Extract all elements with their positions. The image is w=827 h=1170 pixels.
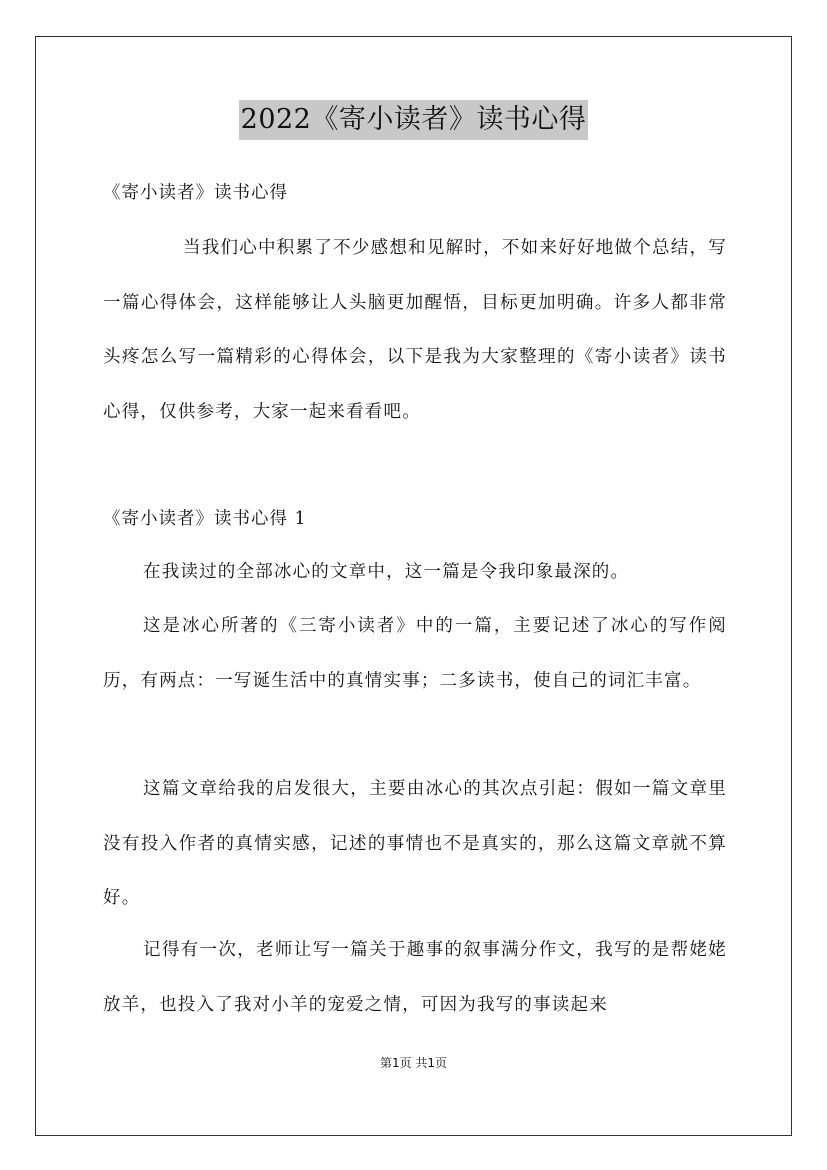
title-container	[0, 100, 827, 140]
body-paragraph-2: 这是冰心所著的《三寄小读者》中的一篇，主要记述了冰心的写作阅历，有两点：一写诞生活中的真情实事；二多读书，使自己的词汇丰富。	[103, 616, 727, 691]
document-subtitle: 《寄小读者》读书心得	[103, 183, 288, 203]
body-paragraph-1: 在我读过的全部冰心的文章中，这一篇是令我印象最深的。	[143, 562, 630, 582]
body-paragraph-4: 记得有一次，老师让写一篇关于趣事的叙事满分作文，我写的是帮姥姥放羊，也投入了我对小羊的宠爱之情，可因为我写的事读起来	[103, 940, 727, 1015]
body-paragraph-3: 这篇文章给我的启发很大，主要由冰心的其次点引起：假如一篇文章里没有投入作者的真情实感，记述的事情也不是真实的，那么这篇文章就不算好。	[103, 779, 727, 908]
intro-paragraph: 当我们心中积累了不少感想和见解时，不如来好好地做个总结，写一篇心得体会，这样能够让人头脑更加醒悟，目标更加明确。许多人都非常头疼怎么写一篇精彩的心得体会，以下是我为大家整理的《寄小读者》读书心得，仅供参考，大家一起来看看吧。	[103, 238, 727, 422]
document-title: 2022《寄小读者》读书心得	[239, 100, 589, 140]
section-heading: 《寄小读者》读书心得 1	[103, 509, 307, 529]
page-footer: 第1页 共1页	[379, 1056, 448, 1070]
